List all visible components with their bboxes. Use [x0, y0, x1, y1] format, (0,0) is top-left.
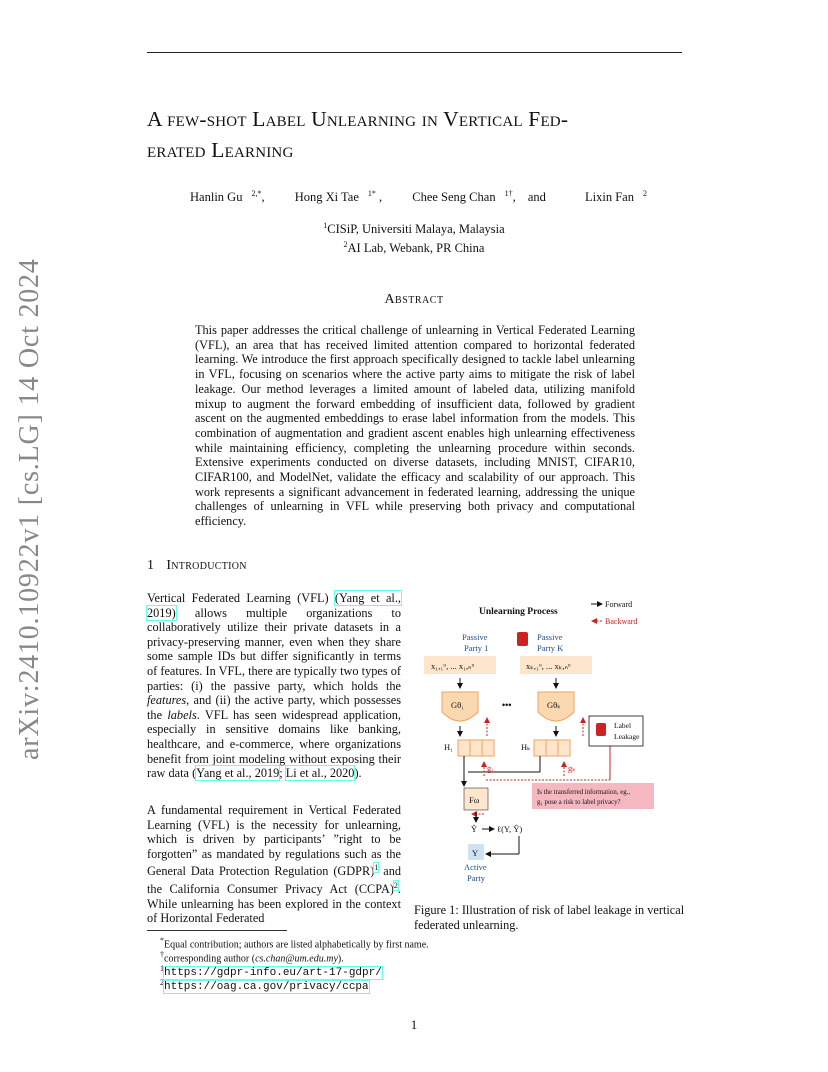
data-1: x₁,₁ᵘ, ... x₁,ₙᵘ	[431, 661, 475, 671]
page-number: 1	[410, 1017, 418, 1032]
model-k: Gθₖ	[547, 700, 561, 710]
footnote-link[interactable]: 1	[374, 863, 379, 873]
footnote-rule	[147, 930, 287, 931]
top-model: Fω	[469, 795, 480, 805]
footnote-2: †corresponding author (cs.chan@um.edu.my).	[160, 950, 344, 965]
embedding-box-1	[458, 740, 494, 756]
warning-text: Is the transferred information, eg.,	[537, 789, 631, 796]
prediction: Ŷ	[471, 824, 478, 834]
citation-link[interactable]: (Yang et al., 2019)	[147, 591, 401, 620]
author-list	[0, 189, 828, 205]
section-heading	[147, 558, 247, 574]
author: Lixin Fan $^2$	[585, 189, 647, 205]
abstract-heading: Abstract	[384, 292, 444, 307]
legend-forward: Forward	[605, 600, 633, 609]
gdpr-url-link[interactable]: https://gdpr-info.eu/art-17-gdpr/	[164, 967, 382, 980]
passive-party-1-label-2: Party 1	[464, 643, 489, 653]
label-y: Y	[472, 848, 479, 858]
intro-paragraph-1: Vertical Federated Learning (VFL) (Yang et al., 2019) allows multiple organizations to collaboratively utilize their private datasets in a privacy-preserving manner, even when they share some sample IDs but differ significantly in terms of features. In VFL, there are typically two types of parties: (i) the passive party, which holds the features, and (ii) the active party, which possesses the labels. VFL has seen widespread application, especially in sensitive domains like banking, healthcare, and e-commerce, where organizations benefit from joint modeling without exposing their raw data (Yang et al., 2019; Li et al., 2020).	[147, 591, 401, 781]
affiliation-1: $^1$CISiP, Universiti Malaya, Malaysia	[323, 221, 505, 237]
data-k: xₖ,₁ᵘ, ... xₖ,ₙᵘ	[526, 661, 571, 671]
author: Hong Xi Tae $^{1*}$ ,	[294, 189, 383, 205]
embedding-k: Hₖ	[521, 742, 531, 752]
section-number: 1	[147, 558, 155, 573]
active-party-label: Active	[464, 862, 487, 872]
citation-link[interactable]: Yang et al., 2019	[196, 766, 280, 781]
citation-link[interactable]: Li et al., 2020	[285, 766, 355, 781]
email-link[interactable]: cs.chan@um.edu.my	[255, 953, 338, 965]
gradient-k: gₖ	[568, 763, 576, 773]
active-party-label-2: Party	[467, 873, 485, 883]
adversary-icon-2	[596, 723, 606, 736]
affiliation-2: $^2$AI Lab, Webank, PR China	[343, 240, 485, 256]
footnote-1: *Equal contribution; authors are listed alphabetically by first name.	[160, 936, 429, 951]
model-1: Gθ₁	[451, 700, 465, 710]
author: Chee Seng Chan $^{1\dagger}$, and	[412, 189, 546, 205]
top-rule	[147, 52, 682, 53]
intro-paragraph-2: A fundamental requirement in Vertical Federated Learning (VFL) is the necessity for unlearning, which is driven by participants’ ”right to be forgotten” as mandated by regulations such as the General Data Protection Regulation (GDPR)$^1$ and the California Consumer Privacy Act (CCPA)$^2$. While unlearning has been explored in the context of Horizontal Federated	[147, 803, 401, 926]
title-line-2: erated Learning	[147, 138, 294, 162]
footnote-3: $^1$https://gdpr-info.eu/art-17-gdpr/	[160, 964, 382, 980]
figure-caption: Figure 1: Illustration of risk of label leakage in vertical federated unlearning.	[414, 903, 685, 932]
arxiv-stamp: arXiv:2410.10922v1 [cs.LG] 14 Oct 2024	[14, 258, 45, 760]
loss: ℓ(Y, Ŷ)	[497, 824, 523, 834]
passive-party-1-label: Passive	[462, 632, 488, 642]
title-line-1: A few-shot Label Unlearning in Vertical Fed-	[147, 107, 569, 131]
embedding-1: H₁	[444, 742, 454, 752]
label-leakage-text: Label	[614, 721, 632, 730]
ellipsis: •••	[502, 700, 512, 710]
abstract-body: This paper addresses the critical challenge of unlearning in Vertical Federated Learning (VFL), an area that has received limited attention compared to horizontal federated learning. We introduce the first approach specifically designed to tackle label unlearning in VFL, focusing on scenarios where the active party aims to mitigate the risk of label leakage. Our method leverages a limited amount of labeled data, utilizing manifold mixup to augment the forward embedding of insufficient data, followed by gradient ascent on the augmented embeddings to erase label information from the models. This combination of augmentation and gradient ascent enables high unlearning effectiveness while maintaining efficiency, completing the unlearning procedure within seconds. Extensive experiments conducted on diverse datasets, including MNIST, CIFAR10, CIFAR100, and ModelNet, validate the efficacy and scalability of our approach. This work represents a significant advancement in federated learning, addressing the unique challenges of unlearning in VFL while preserving both privacy and computational efficiency.	[195, 323, 635, 529]
ccpa-url-link[interactable]: https://oag.ca.gov/privacy/ccpa	[164, 981, 369, 994]
gradient-1: g₁	[487, 763, 495, 773]
label-leakage-text-2: Leakage	[614, 732, 640, 741]
section-title: Introduction	[166, 558, 247, 573]
footnote-4: $^2$https://oag.ca.gov/privacy/ccpa	[160, 978, 369, 994]
passive-party-k-label-2: Party K	[537, 643, 564, 653]
paper-title	[147, 104, 707, 166]
embedding-box-k	[534, 740, 570, 756]
author: Hanlin Gu $^{2,*}$,	[190, 189, 265, 205]
affiliations	[0, 218, 828, 256]
figure-title: Unlearning Process	[479, 607, 558, 617]
adversary-icon	[517, 632, 528, 646]
figure-1-diagram	[424, 590, 694, 890]
warning-text-2: g₁ pose a risk to label privacy?	[537, 799, 621, 806]
legend-backward: Backward	[605, 617, 638, 626]
passive-party-k-label: Passive	[537, 632, 563, 642]
footnote-link[interactable]: 2	[393, 881, 398, 891]
